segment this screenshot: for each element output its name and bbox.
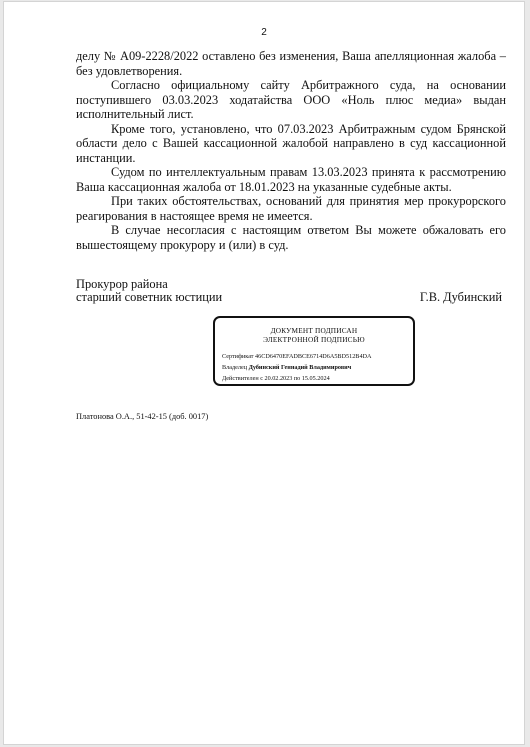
paragraph-cassation-sent: Кроме того, установлено, что 07.03.2023 Арбитражным судом Брянской области дело с Вашей кассационной жалобой направлено в суд кассационной инстанции. xyxy=(76,121,506,165)
paragraph-cassation-accepted: Судом по интеллектуальным правам 13.03.2023 принята к рассмотрению Ваша кассационная жалоба от 18.01.2023 на указанные судебные акты. xyxy=(76,165,506,194)
paragraph-writ: Согласно официальному сайту Арбитражного суда, на основании поступившего 03.03.2023 ходатайства ООО «Ноль плюс медиа» выдан исполнительный лист. xyxy=(76,78,506,121)
stamp-certificate: Сертификат 46CD6470EFADBCE6714D6A5BD512B4DA xyxy=(222,353,372,360)
signer-rank: старший советник юстиции xyxy=(76,290,223,304)
letter-body xyxy=(76,49,506,252)
page-number: 2 xyxy=(261,27,267,38)
document-page xyxy=(3,1,525,745)
stamp-title-line2: ЭЛЕКТРОННОЙ ПОДПИСЬЮ xyxy=(263,335,365,344)
paragraph-continuation: делу № А09-2228/2022 оставлено без изменения, Ваша апелляционная жалоба – без удовлетворения. xyxy=(76,49,506,78)
paragraph-conclusion: При таких обстоятельствах, оснований для принятия мер прокурорского реагирования в настоящее время не имеется. xyxy=(76,194,506,223)
stamp-validity: Действителен с 20.02.2023 по 15.05.2024 xyxy=(222,375,330,382)
stamp-title xyxy=(215,326,413,344)
electronic-signature-stamp xyxy=(213,316,415,386)
stamp-title-line1: ДОКУМЕНТ ПОДПИСАН xyxy=(270,326,358,335)
paragraph-appeal-right: В случае несогласия с настоящим ответом Вы можете обжаловать его вышестоящему прокурору и (или) в суд. xyxy=(76,223,506,252)
signer-position: Прокурор района xyxy=(76,277,168,291)
stamp-owner: Владелец Дубинский Геннадий Владимирович xyxy=(222,364,352,371)
executor-contact: Платонова О.А., 51-42-15 (доб. 0017) xyxy=(76,412,209,421)
signer-name: Г.В. Дубинский xyxy=(419,290,502,304)
signature-block xyxy=(76,278,502,304)
